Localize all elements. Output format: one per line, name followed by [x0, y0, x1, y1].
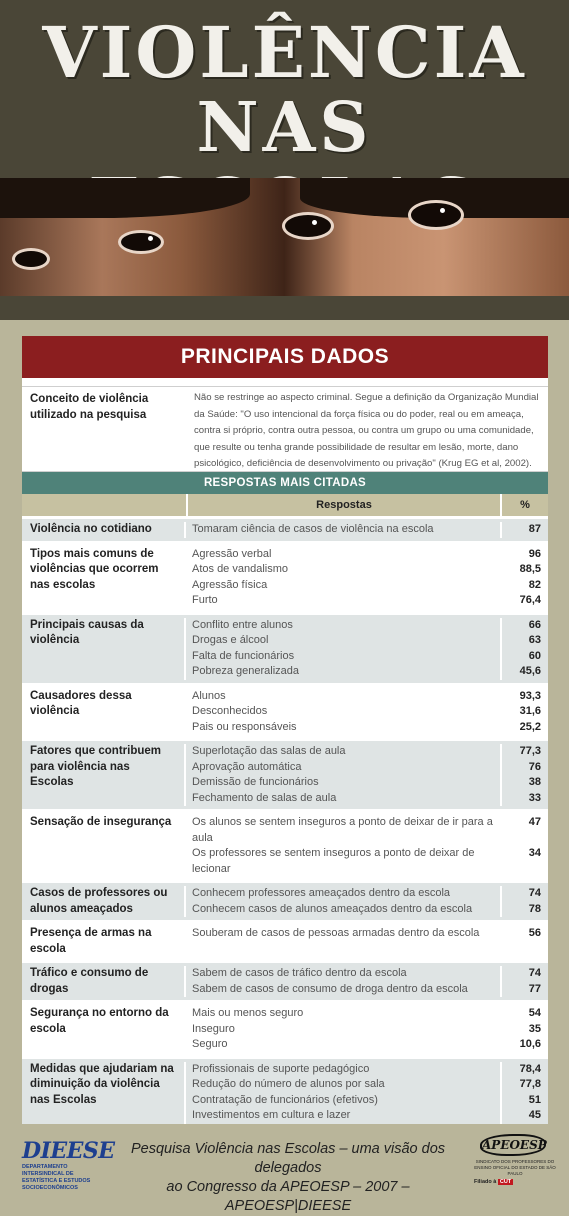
- answer-percentage: 76: [528, 760, 541, 773]
- cut-badge: CUT: [499, 1179, 512, 1185]
- dark-band: [0, 296, 569, 320]
- answer-text: Inseguro: [192, 1022, 235, 1035]
- answer-text: Aprovação automática: [192, 760, 302, 773]
- row-category: Tráfico e consumo de drogas: [22, 966, 186, 997]
- percentage-spacer: [502, 831, 541, 847]
- answer-percentage: 66: [528, 618, 541, 631]
- row-answers: [186, 689, 502, 736]
- answer-text: Tomaram ciência de casos de violência na escola: [192, 523, 434, 535]
- answer-percentage: 38: [528, 776, 541, 788]
- dieese-sub-2: ESTATÍSTICA E ESTUDOS SOCIOECONÔMICOS: [22, 1178, 91, 1191]
- filiado-label: [474, 1179, 556, 1185]
- answer-text: Superlotação das salas de aula: [192, 745, 346, 757]
- answer-text: Falta de funcionários: [192, 649, 295, 662]
- answer-percentage: 96: [528, 547, 541, 560]
- concept-text: Não se restringe ao aspecto criminal. Segue a definição da Organização Mundial da Saúde: "O uso intencional da força física ou do poder, real ou em ameaça, contra si próprio, contra outra pessoa, ou contra um grupo ou uma comunidade, que resulte ou tenha grande possibilidade de resultar em lesão, morte, dano psicológico, deficiência de desenvolvimento ou privação" (Krug EG et al, 2002).: [194, 392, 539, 469]
- answer-percentage: 77,8: [519, 1078, 541, 1090]
- answer-percentage: 78,4: [519, 1062, 541, 1075]
- answer-percentage: 78: [528, 902, 541, 915]
- answer-percentage: 87: [528, 523, 541, 535]
- footer-caption: [108, 1140, 468, 1216]
- row-answers: [186, 886, 502, 917]
- apeoesp-logo: [474, 1134, 556, 1185]
- answer-percentage: 77: [528, 982, 541, 995]
- row-answers: [186, 522, 502, 538]
- row-percentages: [502, 966, 548, 997]
- dieese-sub-1: DEPARTAMENTO INTERSINDICAL DE: [22, 1164, 74, 1177]
- panel-title: PRINCIPAIS DADOS: [22, 336, 548, 378]
- answer-text: Redução do número de alunos por sala: [192, 1078, 385, 1090]
- table-row: [22, 541, 548, 612]
- answer-percentage: 74: [528, 967, 541, 979]
- answer-text: Investimentos em cultura e lazer: [192, 1109, 351, 1121]
- answer-percentage: 63: [528, 634, 541, 646]
- eye-glint-4: [440, 208, 445, 213]
- answer-percentage: 82: [528, 578, 541, 591]
- concept-label: Conceito de violência utilizado na pesquisa: [22, 387, 186, 471]
- table-row: [22, 880, 548, 920]
- column-header-pct: %: [520, 499, 530, 511]
- answer-text: Contratação de funcionários (efetivos): [192, 1093, 378, 1106]
- answer-text: Pobreza generalizada: [192, 665, 300, 677]
- row-answers: [186, 547, 502, 609]
- children-eyes-photo: [0, 178, 569, 296]
- poster-header: [0, 0, 569, 178]
- table-row: [22, 738, 548, 809]
- answer-percentage: 77,3: [519, 745, 541, 757]
- data-panel: [22, 336, 548, 1121]
- answer-text: Os alunos se sentem inseguros a ponto de deixar de ir para a: [192, 816, 493, 828]
- answer-text: Souberam de casos de pessoas armadas dentro da escola: [192, 927, 480, 939]
- answer-percentage: 34: [528, 847, 541, 859]
- row-answers: [186, 618, 502, 680]
- table-row: [22, 612, 548, 683]
- answer-percentage: 54: [528, 1007, 541, 1019]
- section-title: RESPOSTAS MAIS CITADAS: [22, 472, 548, 494]
- answer-text: Pais ou responsáveis: [192, 720, 297, 733]
- answer-percentage: 93,3: [519, 689, 541, 702]
- column-header-respostas: Respostas: [186, 494, 502, 516]
- answer-text: Conflito entre alunos: [192, 618, 293, 631]
- row-percentages: [502, 1062, 548, 1124]
- row-answers: [186, 966, 502, 997]
- row-category: Tipos mais comuns de violências que ocorrem nas escolas: [22, 547, 186, 609]
- results-table: [22, 516, 548, 1127]
- row-category: Violência no cotidiano: [22, 522, 186, 538]
- answer-percentage: 51: [528, 1093, 541, 1106]
- row-percentages: [502, 815, 548, 877]
- row-percentages: [502, 926, 548, 957]
- eye-glint-3: [312, 220, 317, 225]
- row-percentages: [502, 1006, 548, 1053]
- answer-text: Conhecem professores ameaçados dentro da escola: [192, 887, 451, 899]
- answer-text: Atos de vandalismo: [192, 563, 288, 575]
- answer-text: Conhecem casos de alunos ameaçados dentro da escola: [192, 902, 473, 915]
- answer-percentage: 88,5: [519, 563, 541, 575]
- table-row: [22, 920, 548, 960]
- row-percentages: [502, 886, 548, 917]
- row-answers: [186, 926, 502, 957]
- answer-text: Sabem de casos de consumo de droga dentro da escola: [192, 982, 468, 995]
- footer-line-2: ao Congresso da APEOESP – 2007 – APEOESP|DIEESE: [166, 1179, 410, 1214]
- apeoesp-sub: SINDICATO DOS PROFESSORES DO ENSINO OFICIAL DO ESTADO DE SÃO PAULO: [474, 1159, 556, 1176]
- eye-glint-2: [148, 236, 153, 241]
- table-row: [22, 1000, 548, 1056]
- row-category: Medidas que ajudariam na diminuição da violência nas Escolas: [22, 1062, 186, 1124]
- answer-percentage: 33: [528, 791, 541, 804]
- answer-percentage: 56: [528, 927, 541, 939]
- hair-left: [0, 178, 250, 218]
- column-header-category: [22, 494, 186, 516]
- row-percentages: [502, 744, 548, 806]
- answer-text: Alunos: [192, 689, 226, 702]
- row-percentages: [502, 689, 548, 736]
- answer-percentage: 31,6: [519, 705, 541, 717]
- row-category: Presença de armas na escola: [22, 926, 186, 957]
- answer-percentage: 45: [528, 1109, 541, 1121]
- answer-text: Desconhecidos: [192, 705, 268, 717]
- answer-percentage: 74: [528, 887, 541, 899]
- row-category: Principais causas da violência: [22, 618, 186, 680]
- answer-text: Fechamento de salas de aula: [192, 791, 337, 804]
- answer-text: lecionar: [192, 862, 231, 875]
- answer-text: Seguro: [192, 1038, 228, 1050]
- footer-line-1: Pesquisa Violência nas Escolas – uma visão dos delegados: [130, 1141, 446, 1176]
- answer-text: aula: [192, 831, 213, 844]
- row-category: Fatores que contribuem para violência nas Escolas: [22, 744, 186, 806]
- answer-percentage: 76,4: [519, 594, 541, 606]
- concept-row: [22, 386, 548, 472]
- title-line-2: NAS: [196, 88, 373, 168]
- apeoesp-wordmark: APEOESP: [480, 1134, 546, 1156]
- answer-text: Agressão verbal: [192, 547, 272, 560]
- answer-percentage: 10,6: [519, 1038, 541, 1050]
- row-category: Sensação de insegurança: [22, 815, 186, 877]
- table-row: [22, 960, 548, 1000]
- answer-text: Sabem de casos de tráfico dentro da escola: [192, 967, 407, 979]
- row-answers: [186, 1062, 502, 1124]
- eye-3: [282, 212, 334, 240]
- answer-percentage: 60: [528, 649, 541, 662]
- answer-text: Furto: [192, 594, 218, 606]
- table-row: [22, 516, 548, 541]
- row-percentages: [502, 522, 548, 538]
- answer-percentage: 47: [528, 816, 541, 828]
- eye-4: [408, 200, 464, 230]
- row-category: Segurança no entorno da escola: [22, 1006, 186, 1053]
- answer-percentage: 25,2: [519, 720, 541, 733]
- row-answers: [186, 744, 502, 806]
- answer-text: Os professores se sentem inseguros a ponto de deixar de: [192, 847, 475, 859]
- answer-percentage: 45,6: [519, 665, 541, 677]
- table-row: [22, 1056, 548, 1127]
- percentage-spacer: [502, 862, 541, 878]
- footer: [0, 1124, 569, 1214]
- answer-text: Demissão de funcionários: [192, 776, 319, 788]
- answer-text: Profissionais de suporte pedagógico: [192, 1062, 370, 1075]
- table-row: [22, 683, 548, 739]
- answer-percentage: 35: [528, 1022, 541, 1035]
- row-answers: [186, 1006, 502, 1053]
- column-header: [22, 494, 548, 516]
- answer-text: Mais ou menos seguro: [192, 1007, 304, 1019]
- row-percentages: [502, 618, 548, 680]
- row-category: Causadores dessa violência: [22, 689, 186, 736]
- dieese-wordmark: DIEESE: [22, 1138, 115, 1164]
- title-line-1: VIOLÊNCIA: [42, 11, 527, 94]
- answer-text: Agressão física: [192, 578, 268, 591]
- table-row: [22, 809, 548, 880]
- filiado-text: Filiado à: [474, 1179, 497, 1185]
- row-percentages: [502, 547, 548, 609]
- row-category: Casos de professores ou alunos ameaçados: [22, 886, 186, 917]
- eye-2: [118, 230, 164, 254]
- answer-text: Drogas e álcool: [192, 634, 269, 646]
- dieese-logo: [22, 1138, 115, 1192]
- eye-1: [12, 248, 50, 270]
- row-answers: [186, 815, 502, 877]
